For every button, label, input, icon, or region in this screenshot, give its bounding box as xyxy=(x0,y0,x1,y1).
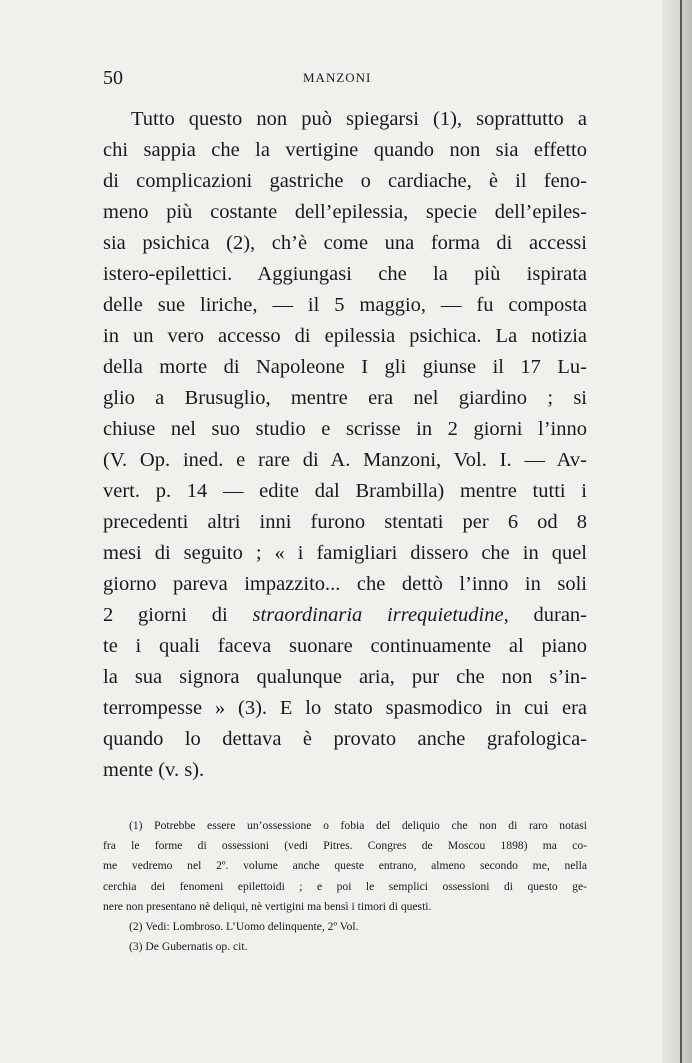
body-line: meno più costante dell’epilessia, specie dell’epiles- xyxy=(103,201,587,223)
body-line: di complicazioni gastriche o cardiache, è il feno- xyxy=(103,170,587,192)
italic-phrase: straordinaria irrequietudine xyxy=(252,604,504,626)
body-line: la sua signora qualunque aria, pur che non s’in- xyxy=(103,666,587,688)
footnote-1-line: (1) Potrebbe essere un’ossessione o fobia del deliquio che non di raro notasi xyxy=(129,819,587,832)
body-line: vert. p. 14 — edite dal Brambilla) mentre tutti i xyxy=(103,480,587,502)
body-line: Tutto questo non può spiegarsi (1), soprattutto a xyxy=(131,108,587,130)
binding-edge-line xyxy=(680,0,682,1063)
body-line: della morte di Napoleone I gli giunse il 17 Lu- xyxy=(103,356,587,378)
body-line: terrompesse » (3). E lo stato spasmodico in cui era xyxy=(103,697,587,719)
footnote-1-line: me vedremo nel 2º. volume anche queste entrano, almeno secondo me, nella xyxy=(103,859,587,873)
body-line: chi sappia che la vertigine quando non sia effetto xyxy=(103,139,587,161)
body-paragraph xyxy=(103,104,587,786)
footnote-2: (2) Vedi: Lombroso. L’Uomo delinquente, 2º Vol. xyxy=(129,920,359,934)
body-line-italic xyxy=(103,600,587,631)
body-line: mente (v. s). xyxy=(103,759,205,781)
body-line: giorno pareva impazzito... che dettò l’inno in soli xyxy=(103,573,587,595)
body-line: mesi di seguito ; « i famigliari dissero che in quel xyxy=(103,542,587,564)
body-line: delle sue liriche, — il 5 maggio, — fu composta xyxy=(103,294,587,316)
body-line: istero-epilettici. Aggiungasi che la più ispirata xyxy=(103,263,587,285)
footnotes xyxy=(103,816,587,957)
body-line: precedenti altri inni furono stentati per 6 od 8 xyxy=(103,511,587,533)
italic-line-post: , duran- xyxy=(503,604,587,626)
running-head: MANZONI xyxy=(303,70,372,85)
body-line: (V. Op. ined. e rare di A. Manzoni, Vol. I. — Av- xyxy=(103,449,587,471)
body-line: chiuse nel suo studio e scrisse in 2 giorni l’inno xyxy=(103,418,587,440)
page-number: 50 xyxy=(103,67,123,89)
page-header xyxy=(103,64,593,92)
body-line: quando lo dettava è provato anche grafologica- xyxy=(103,728,587,750)
page-edge xyxy=(662,0,692,1063)
body-line: glio a Brusuglio, mentre era nel giardino ; si xyxy=(103,387,587,409)
body-line: in un vero accesso di epilessia psichica. La notizia xyxy=(103,325,587,347)
footnote-3: (3) De Gubernatis op. cit. xyxy=(129,940,248,954)
footnote-1-line: nere non presentano nè deliqui, nè vertigini ma bensì i timori di questi. xyxy=(103,899,432,913)
body-line: te i quali faceva suonare continuamente al piano xyxy=(103,635,587,657)
footnote-1-line: fra le forme di ossessioni (vedi Pitres. Congres de Moscou 1898) ma co- xyxy=(103,839,587,853)
italic-line-pre: 2 giorni di xyxy=(103,604,253,626)
footnote-1-line: cerchia dei fenomeni epilettoidi ; e poi le semplici ossessioni di questo ge- xyxy=(103,879,587,893)
body-line: sia psichica (2), ch’è come una forma di accessi xyxy=(103,232,587,254)
